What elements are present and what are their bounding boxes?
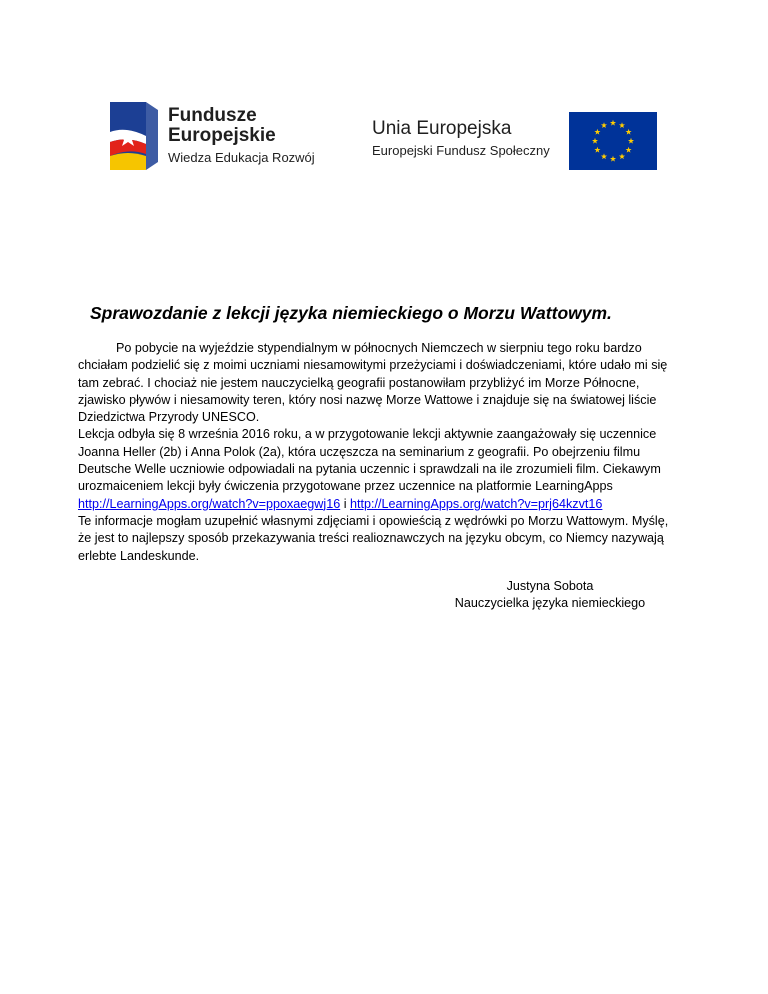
fe-title-line2: Europejskie [168, 125, 276, 146]
document-title: Sprawozdanie z lekcji języka niemieckiego o Morzu Wattowym. [90, 303, 612, 323]
funds-europe-wordmark [168, 106, 315, 167]
document-body [78, 340, 678, 565]
logo-header [96, 100, 676, 180]
learningapps-link-2[interactable]: http://LearningApps.org/watch?v=prj64kzvt16 [350, 496, 603, 511]
signature-name: Justyna Sobota [506, 579, 594, 593]
signature-role: Nauczycielka języka niemieckiego [454, 596, 646, 611]
fe-title-line1: Fundusze [168, 105, 257, 126]
funds-europe-star-logo-icon [106, 100, 166, 172]
eu-subtitle: Europejski Fundusz Społeczny [372, 143, 550, 158]
eu-wordmark [372, 118, 550, 160]
learningapps-link-1[interactable]: http://LearningApps.org/watch?v=ppoxaegwj16 [78, 496, 341, 511]
paragraph-lesson-text: Lekcja odbyła się 8 września 2016 roku, a w przygotowanie lekcji aktywnie zaangażowały się uczennice Joanna Heller (2b) i Anna Polok (2a), która uczęszcza na seminarium z geografii. Po obejrzeniu filmu Deutsche Welle uczniowie odpowiadali na pytania uczennic i sprawdzali na ile zrozumieli film. Ciekawym urozmaiceniem lekcji były ćwiczenia przygotowane przez uczennice na platformie LearningApps [78, 427, 661, 494]
fe-subtitle: Wiedza Edukacja Rozwój [168, 150, 315, 165]
eu-flag-icon [569, 112, 657, 170]
paragraph-lesson [78, 426, 678, 512]
paragraph-summary: Te informacje mogłam uzupełnić własnymi zdjęciami i opowieścią z wędrówki po Morzu Wattowym. Myślę, że jest to najlepszy sposób przekazywania treści realioznawczych na języku obcym, co Niemcy nazywają erlebte Landeskunde. [78, 513, 669, 563]
paragraph-intro: Po pobycie na wyjeździe stypendialnym w północnych Niemczech w sierpniu tego roku bardzo chciałam podzielić się z moimi uczniami niesamowitymi przeżyciami i doświadczeniami, które udało mi się tam zebrać. I chociaż nie jestem nauczycielką geografii postanowiłam przybliżyć im Morze Północne, zjawisko pływów i niesamowity teren, który nosi nazwę Morze Wattowe i znajduje się na światowej liście Dziedzictwa Przyrody UNESCO. [78, 341, 668, 425]
eu-title: Unia Europejska [372, 118, 512, 139]
signature-block [400, 578, 700, 613]
link-connector: i [340, 496, 350, 511]
